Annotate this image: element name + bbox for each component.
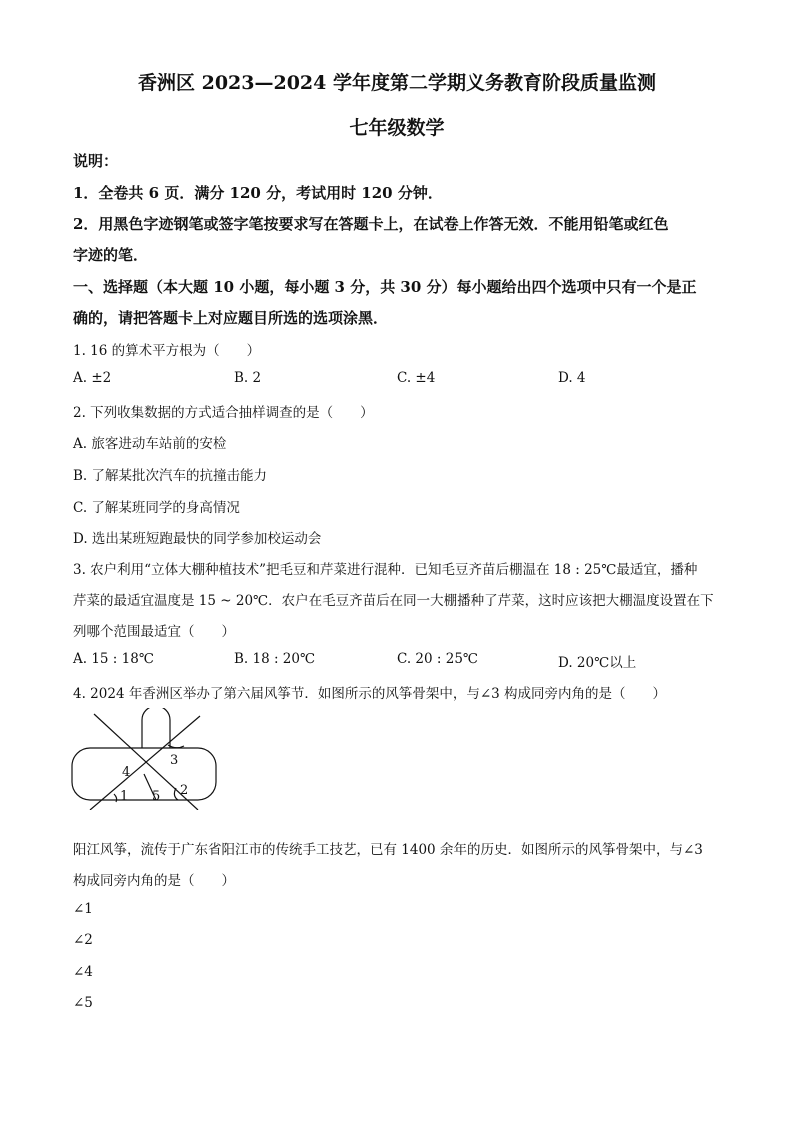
section-heading-line-1: 一、选择题（本大题 10 小题，每小题 3 分，共 30 分）每小题给出四个选项中只有一个是正 [73, 278, 697, 296]
question-1-option-c: C. ±4 [397, 370, 436, 386]
angle-label-1: 1 [120, 789, 129, 804]
question-4-choice-2: ∠2 [73, 932, 93, 948]
exam-title: 香洲区 2023—2024 学年度第二学期义务教育阶段质量监测 [138, 72, 656, 94]
question-3-line-3: 列哪个范围最适宜（ ） [73, 624, 235, 640]
question-3-option-a: A. 15 : 18℃ [73, 651, 154, 667]
angle-label-3: 3 [170, 753, 179, 768]
question-2-option-b: B. 了解某批次汽车的抗撞击能力 [73, 468, 268, 484]
kite-frame-figure [68, 708, 228, 810]
notes-heading: 说明： [73, 152, 119, 170]
question-3-option-c: C. 20 : 25℃ [397, 651, 479, 667]
angle-label-2: 2 [180, 783, 189, 798]
question-3-line-1: 3. 农户利用“立体大棚种植技术”把毛豆和芹菜进行混种．已知毛豆齐苗后棚温在 18 : 25℃最适宜，播种 [73, 562, 698, 578]
question-2-stem: 2. 下列收集数据的方式适合抽样调查的是（ ） [73, 405, 374, 421]
question-2-option-c: C. 了解某班同学的身高情况 [73, 500, 240, 516]
question-4-choice-1: ∠1 [73, 901, 93, 917]
section-heading-line-2: 确的，请把答题卡上对应题目所选的选项涂黑． [73, 309, 389, 327]
question-3-line-2: 芹菜的最适宜温度是 15 ~ 20℃．农户在毛豆齐苗后在同一大棚播种了芹菜，这时应该把大棚温度设置在下 [73, 593, 714, 609]
question-4-paragraph-line-2: 构成同旁内角的是（ ） [73, 873, 235, 889]
angle-label-4: 4 [122, 765, 131, 780]
question-1-stem: 1. 16 的算术平方根为（ ） [73, 343, 261, 359]
question-4-paragraph-line-1: 阳江风筝，流传于广东省阳江市的传统手工技艺，已有 1400 余年的历史．如图所示的风筝骨架中，与∠3 [73, 842, 703, 858]
notes-item-2-line-1: 2．用黑色字迹钢笔或签字笔按要求写在答题卡上，在试卷上作答无效．不能用铅笔或红色 [73, 215, 669, 233]
question-2-option-a: A. 旅客进动车站前的安检 [73, 436, 227, 452]
question-4-stem: 4. 2024 年香洲区举办了第六届风筝节．如图所示的风筝骨架中，与∠3 构成同旁内角的是（ ） [73, 686, 667, 702]
notes-item-1: 1．全卷共 6 页．满分 120 分，考试用时 120 分钟． [73, 184, 443, 202]
question-3-option-b: B. 18 : 20℃ [234, 651, 316, 667]
question-3-option-d: D. 20℃以上 [558, 655, 637, 671]
question-1-option-d: D. 4 [558, 370, 586, 386]
question-1-option-b: B. 2 [234, 370, 262, 386]
angle-label-5: 5 [152, 789, 161, 804]
question-1-option-a: A. ±2 [73, 370, 112, 386]
exam-subtitle: 七年级数学 [349, 117, 445, 139]
question-2-option-d: D. 选出某班短跑最快的同学参加校运动会 [73, 531, 322, 547]
angle-arc-1 [114, 794, 117, 802]
question-4-choice-4: ∠5 [73, 995, 93, 1011]
question-4-choice-3: ∠4 [73, 964, 93, 980]
notes-item-2-line-2: 字迹的笔． [73, 246, 149, 264]
kite-top-loop [142, 708, 170, 748]
